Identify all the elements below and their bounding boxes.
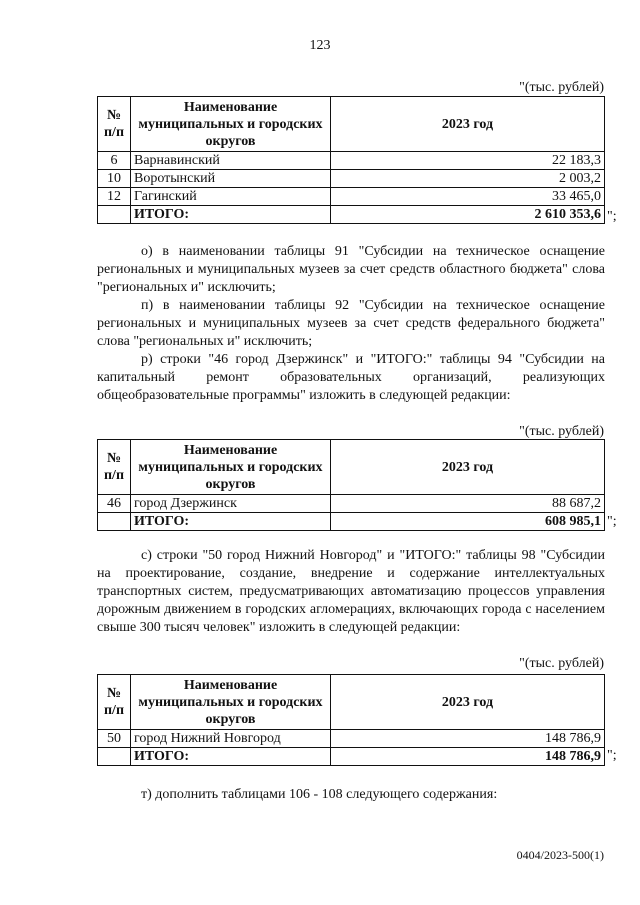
row-name: Варнавинский: [131, 152, 331, 170]
unit-label: "(тыс. рублей): [519, 80, 604, 95]
row-value: 148 786,9: [331, 730, 605, 748]
unit-label: "(тыс. рублей): [519, 424, 604, 439]
paragraph-p: п) в наименовании таблицы 92 "Субсидии на техническое оснащение региональных и муниципальных музеев за счет средств федерального бюджета" слова "региональных и" исключить;: [97, 298, 605, 349]
paragraph-t: т) дополнить таблицами 106 - 108 следующего содержания:: [141, 787, 498, 802]
header-num: № п/п: [98, 440, 131, 495]
total-value: 608 985,1: [331, 513, 605, 531]
total-row: [98, 206, 605, 224]
row-value: 33 465,0: [331, 188, 605, 206]
row-num: 46: [98, 495, 131, 513]
paragraph-o: о) в наименовании таблицы 91 "Субсидии на техническое оснащение региональных и муниципальных музеев за счет средств областного бюджета" слова "региональных и" исключить;: [97, 244, 605, 295]
page-number: 123: [309, 38, 331, 53]
subsidy-table-3: [97, 674, 605, 766]
table-row: [98, 152, 605, 170]
header-name: Наименование муниципальных и городских округов: [131, 675, 331, 730]
row-name: Воротынский: [131, 170, 331, 188]
header-name: Наименование муниципальных и городских округов: [131, 97, 331, 152]
end-quote: ";: [607, 748, 617, 763]
subsidy-table-1: [97, 96, 605, 224]
row-num: 10: [98, 170, 131, 188]
total-row: [98, 513, 605, 531]
table-row: [98, 730, 605, 748]
total-label: ИТОГО:: [131, 748, 331, 766]
paragraph-s: с) строки "50 город Нижний Новгород" и "ИТОГО:" таблицы 98 "Субсидии на проектирование, создание, внедрение и содержание интеллектуальных транспортных систем, предусматривающих автоматизацию процессов управления дорожным движением в городских агломерациях, включающих города с населением свыше 300 тысяч человек" изложить в следующей редакции:: [97, 548, 605, 635]
end-quote: ";: [607, 209, 617, 224]
row-num: 50: [98, 730, 131, 748]
row-value: 22 183,3: [331, 152, 605, 170]
row-name: город Дзержинск: [131, 495, 331, 513]
document-code: 0404/2023-500(1): [516, 848, 604, 862]
row-name: Гагинский: [131, 188, 331, 206]
paragraph-r: р) строки "46 город Дзержинск" и "ИТОГО:" таблицы 94 "Субсидии на капитальный ремонт образовательных организаций, реализующих общеобразовательные программы" изложить в следующей редакции:: [97, 352, 605, 403]
total-value: 2 610 353,6: [331, 206, 605, 224]
header-num: № п/п: [98, 97, 131, 152]
row-value: 2 003,2: [331, 170, 605, 188]
row-num: 12: [98, 188, 131, 206]
header-num: № п/п: [98, 675, 131, 730]
end-quote: ";: [607, 514, 617, 529]
subsidy-table-2: [97, 439, 605, 531]
header-name: Наименование муниципальных и городских округов: [131, 440, 331, 495]
total-label: ИТОГО:: [131, 513, 331, 531]
unit-label: "(тыс. рублей): [519, 656, 604, 671]
total-row: [98, 748, 605, 766]
table-row: [98, 170, 605, 188]
header-year: 2023 год: [331, 97, 605, 152]
total-value: 148 786,9: [331, 748, 605, 766]
header-year: 2023 год: [331, 440, 605, 495]
row-num: 6: [98, 152, 131, 170]
table-row: [98, 495, 605, 513]
table-row: [98, 188, 605, 206]
row-value: 88 687,2: [331, 495, 605, 513]
row-name: город Нижний Новгород: [131, 730, 331, 748]
total-label: ИТОГО:: [131, 206, 331, 224]
header-year: 2023 год: [331, 675, 605, 730]
